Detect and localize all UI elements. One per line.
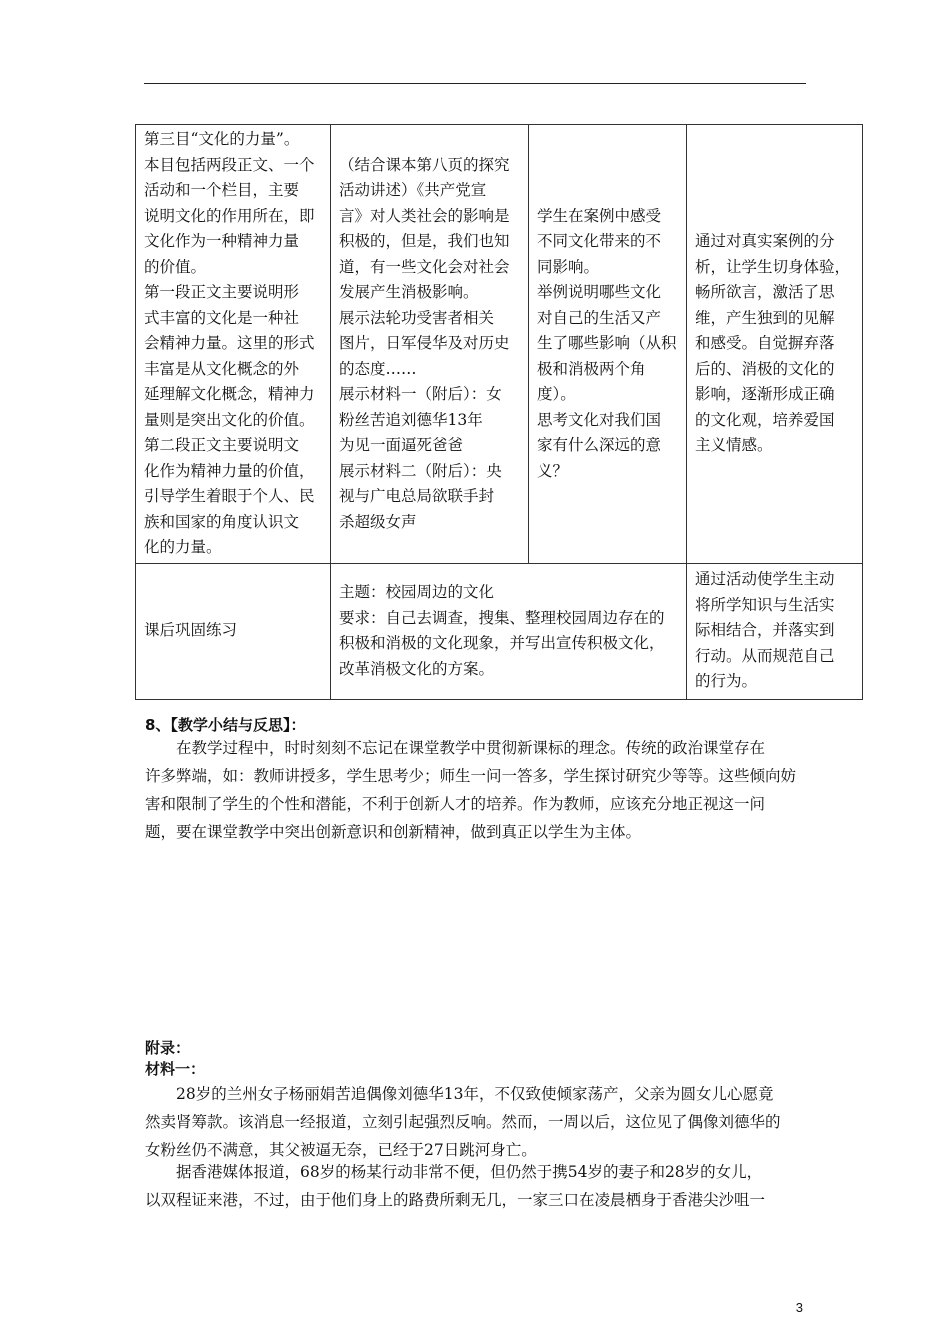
text-line: 以双程证来港，不过，由于他们身上的路费所剩无几，一家三口在凌晨栖身于香港尖沙咀一 [145, 1191, 766, 1209]
design-intent-cell [687, 125, 863, 564]
text-line: 说明文化的作用所在，即 [144, 206, 315, 225]
appendix-title: 附录： [145, 1039, 191, 1057]
text-line: 粉丝苦追刘德华13年 [339, 410, 483, 429]
text-line: 将所学知识与生活实 [695, 595, 835, 614]
text-line: 会精神力量。这里的形式 [144, 334, 315, 352]
text-line: 主题：校园周边的文化 [339, 583, 495, 601]
text-line: 活动讲述）《共产党宣 [339, 181, 487, 199]
text-line: 据香港媒体报道，68岁的杨某行动非常不便，但仍然于携54岁的妻子和28岁的女儿， [176, 1163, 763, 1181]
text-line: 量则是突出文化的价值。 [144, 410, 315, 429]
material-1-paragraph-2 [145, 1158, 813, 1214]
text-line: 杀超级女声 [339, 512, 417, 531]
text-line: 的行为。 [695, 672, 758, 691]
text-line: 第三目“文化的力量”。 [144, 130, 300, 148]
text-line: 维，产生独到的见解 [695, 308, 835, 327]
student-activity-cell [529, 125, 687, 564]
text-line: 通过对真实案例的分 [695, 232, 835, 250]
text-line: 延理解文化概念，精神力 [144, 385, 315, 403]
text-line: 举例说明哪些文化 [537, 283, 662, 301]
text-line: 的价值。 [144, 257, 207, 276]
text-line: 第二段正文主要说明文 [144, 436, 300, 454]
text-line: 主义情感。 [695, 436, 773, 454]
text-line: 对自己的生活又产 [537, 308, 662, 327]
text-line: 发展产生消极影响。 [339, 283, 479, 301]
text-line: 然卖肾筹款。该消息一经报道，立刻引起强烈反响。然而，一周以后，这位见了偶像刘德华的 [145, 1113, 781, 1131]
text-line: 化作为精神力量的价值， [144, 461, 315, 480]
text-line: 题，要在课堂教学中突出创新意识和创新精神，做到真正以学生为主体。 [145, 823, 642, 841]
text-line: 在教学过程中，时时刻刻不忘记在课堂教学中贯彻新课标的理念。传统的政治课堂存在 [176, 739, 766, 757]
text-line: 引导学生着眼于个人、民 [144, 487, 315, 505]
teacher-activity-cell [331, 125, 529, 564]
material-1-title: 材料一： [145, 1060, 206, 1078]
text-line: 丰富是从文化概念的外 [144, 359, 300, 378]
text-line: 义？ [537, 461, 569, 480]
text-line: 第一段正文主要说明形 [144, 283, 300, 301]
text-line: 积极的，但是，我们也知 [339, 232, 510, 250]
text-line: 后的、消极的文化的 [695, 359, 835, 378]
text-line: 和感受。自觉摒弃落 [695, 334, 835, 352]
text-line: 度）。 [537, 385, 576, 403]
text-line: 学生在案例中感受 [537, 206, 662, 225]
text-line: 改革消极文化的方案。 [339, 659, 495, 678]
text-line: 言》对人类社会的影响是 [339, 206, 510, 225]
homework-label-cell [136, 563, 331, 699]
text-line: 家有什么深远的意 [537, 436, 662, 454]
text-line: 的态度…… [339, 359, 417, 378]
text-line: 同影响。 [537, 257, 600, 276]
text-line: 文化作为一种精神力量 [144, 232, 300, 250]
text-line: 族和国家的角度认识文 [144, 512, 300, 531]
lesson-plan-table [135, 124, 863, 700]
text-line: 积极和消极的文化现象，并写出宣传积极文化， [339, 634, 665, 652]
material-1-paragraph-1 [145, 1080, 813, 1164]
text-line: 要求：自己去调查，搜集、整理校园周边存在的 [339, 608, 665, 627]
homework-intent-cell [687, 563, 863, 699]
homework-content-cell [331, 563, 687, 699]
text-line: 行动。从而规范自己 [695, 646, 835, 665]
text-line: 视与广电总局欲联手封 [339, 487, 495, 505]
text-line: 化的力量。 [144, 538, 222, 556]
homework-label: 课后巩固练习 [144, 621, 238, 640]
text-line: 本目包括两段正文、一个 [144, 155, 315, 174]
text-line: 不同文化带来的不 [537, 232, 662, 250]
text-line: 女粉丝仍不满意，其父被逼无奈，已经于27日跳河身亡。 [145, 1141, 537, 1159]
text-line: 影响，逐渐形成正确 [695, 385, 835, 403]
text-line: 图片，日军侵华及对历史 [339, 334, 510, 352]
text-line: 道，有一些文化会对社会 [339, 257, 510, 276]
text-line: 畅所欲言，激活了思 [695, 283, 835, 301]
text-line: 的文化观，培养爱国 [695, 410, 835, 429]
text-line: 通过活动使学生主动 [695, 570, 835, 589]
text-line: 展示材料一（附后）：女 [339, 385, 502, 403]
text-line: 展示法轮功受害者相关 [339, 308, 495, 327]
text-line: 际相结合，并落实到 [695, 621, 835, 640]
text-line: 式丰富的文化是一种社 [144, 308, 300, 327]
content-cell [136, 125, 331, 564]
text-line: 许多弊端，如：教师讲授多，学生思考少；师生一问一答多，学生探讨研究少等等。这些倾向妨 [145, 767, 797, 785]
text-line: 思考文化对我们国 [537, 410, 662, 429]
text-line: 展示材料二（附后）：央 [339, 461, 502, 480]
reflection-paragraph [145, 734, 813, 846]
text-line: 极和消极两个角 [537, 359, 646, 378]
text-line: 28岁的兰州女子杨丽娟苦追偶像刘德华13年，不仅致使倾家荡产，父亲为圆女儿心愿竟 [176, 1085, 774, 1103]
header-rule [144, 83, 806, 84]
text-line: 为见一面逼死爸爸 [339, 436, 464, 454]
section-8-title: 8、【教学小结与反思】： [145, 716, 306, 734]
table-row [136, 125, 863, 564]
text-line: （结合课本第八页的探究 [339, 155, 510, 174]
text-line: 活动和一个栏目，主要 [144, 181, 300, 199]
text-line: 生了哪些影响（从积 [537, 334, 677, 352]
table-row [136, 563, 863, 699]
text-line: 害和限制了学生的个性和潜能，不利于创新人才的培养。作为教师，应该充分地正视这一问 [145, 795, 766, 813]
page-number: 3 [795, 1300, 803, 1315]
text-line: 析，让学生切身体验， [695, 257, 851, 276]
